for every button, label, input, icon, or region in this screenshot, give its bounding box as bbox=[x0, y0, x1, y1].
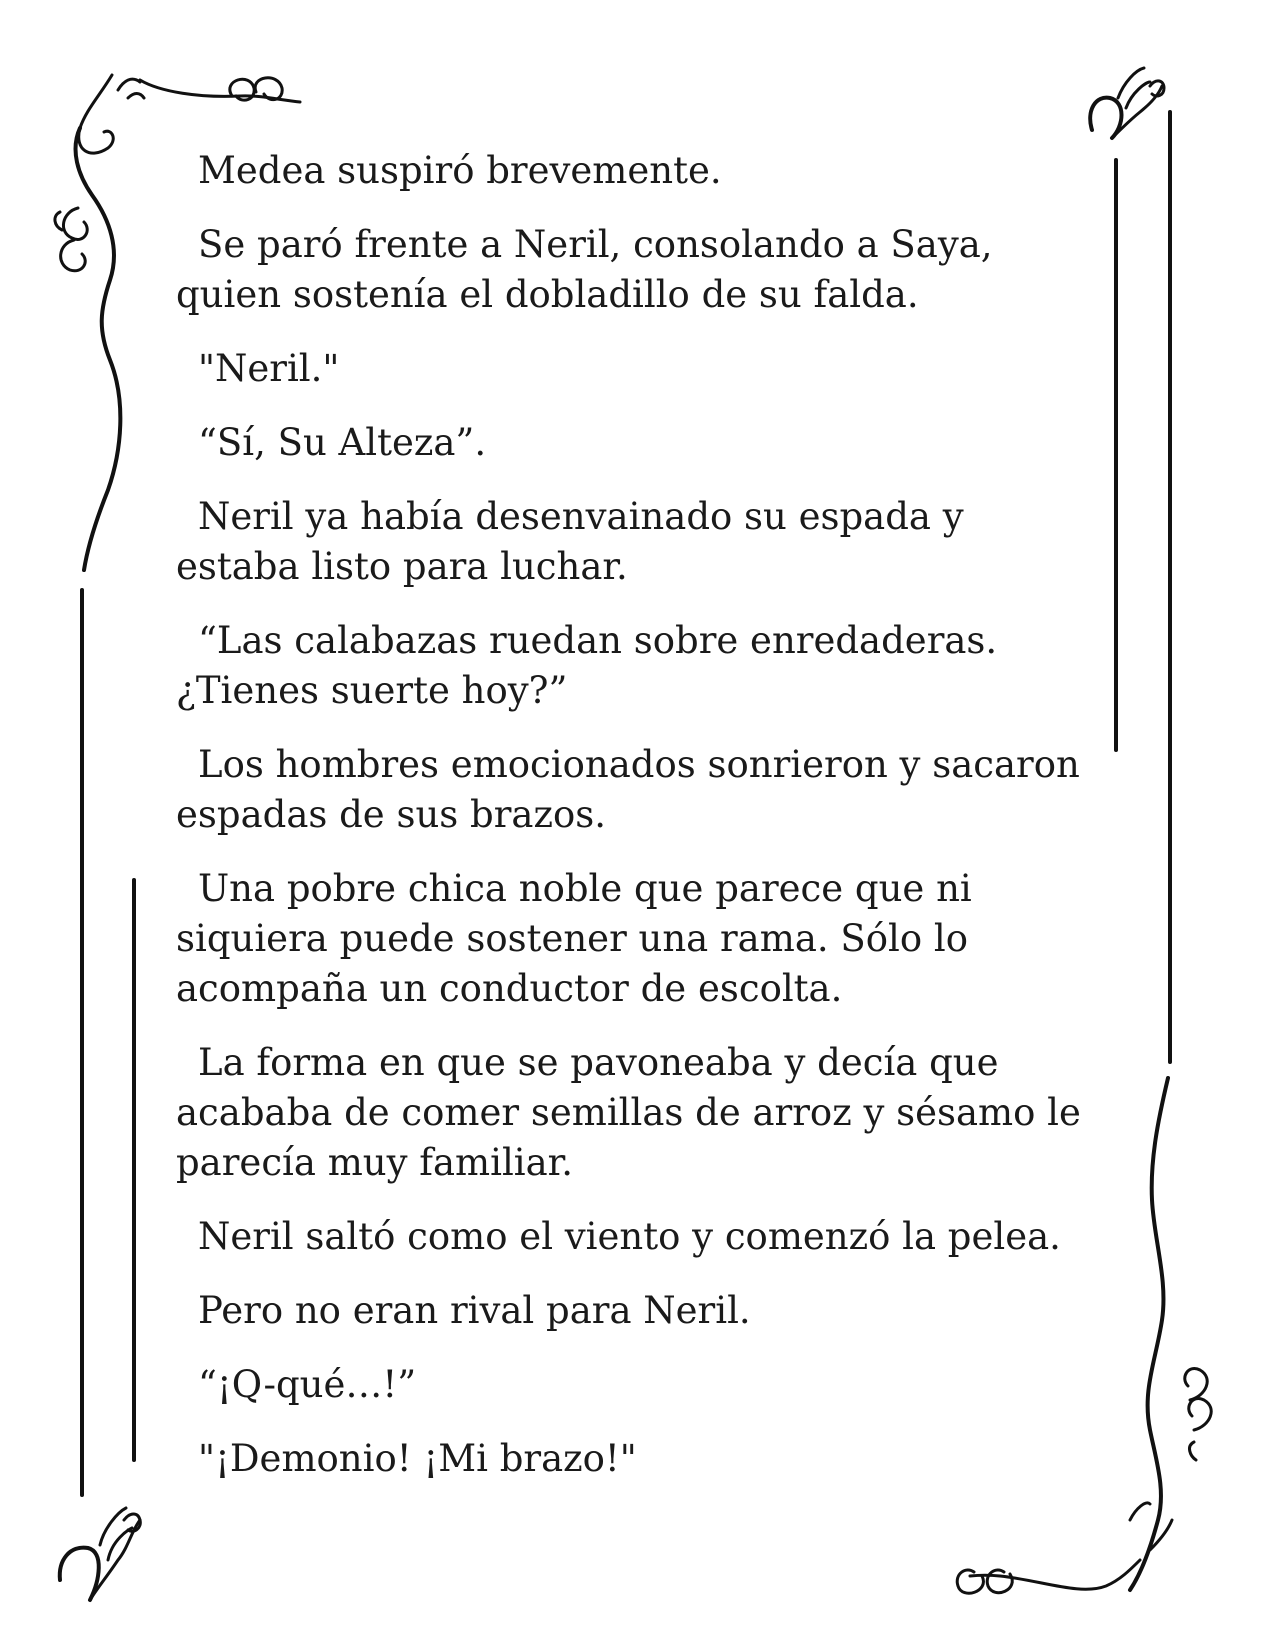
paragraph: Neril saltó como el viento y comenzó la pelea. bbox=[198, 1215, 1061, 1258]
top-right-flourish bbox=[1090, 68, 1164, 138]
paragraph: Los hombres emocionados sonrieron y sacaron espadas de sus brazos. bbox=[176, 743, 1080, 836]
paragraph: “¡Q-qué…!” bbox=[198, 1363, 417, 1406]
bottom-left-flourish bbox=[60, 1508, 141, 1600]
paragraph: Una pobre chica noble que parece que ni siquiera puede sostener una rama. Sólo lo acompaña un conductor de escolta. bbox=[176, 867, 972, 1010]
paragraph: Pero no eran rival para Neril. bbox=[198, 1289, 751, 1332]
paragraph: Medea suspiró brevemente. bbox=[198, 149, 722, 192]
paragraph: "Neril." bbox=[198, 347, 340, 390]
paragraph: Neril ya había desenvainado su espada y estaba listo para luchar. bbox=[176, 495, 964, 588]
paragraph: Se paró frente a Neril, consolando a Saya, quien sostenía el dobladillo de su falda. bbox=[176, 223, 993, 316]
paragraph: “Sí, Su Alteza”. bbox=[198, 421, 487, 464]
paragraph: La forma en que se pavoneaba y decía que acababa de comer semillas de arroz y sésamo le parecía muy familiar. bbox=[176, 1041, 1081, 1184]
paragraph: “Las calabazas ruedan sobre enredaderas. ¿Tienes suerte hoy?” bbox=[176, 619, 998, 712]
story-text bbox=[176, 146, 1106, 1508]
paragraph: "¡Demonio! ¡Mi brazo!" bbox=[198, 1437, 637, 1480]
